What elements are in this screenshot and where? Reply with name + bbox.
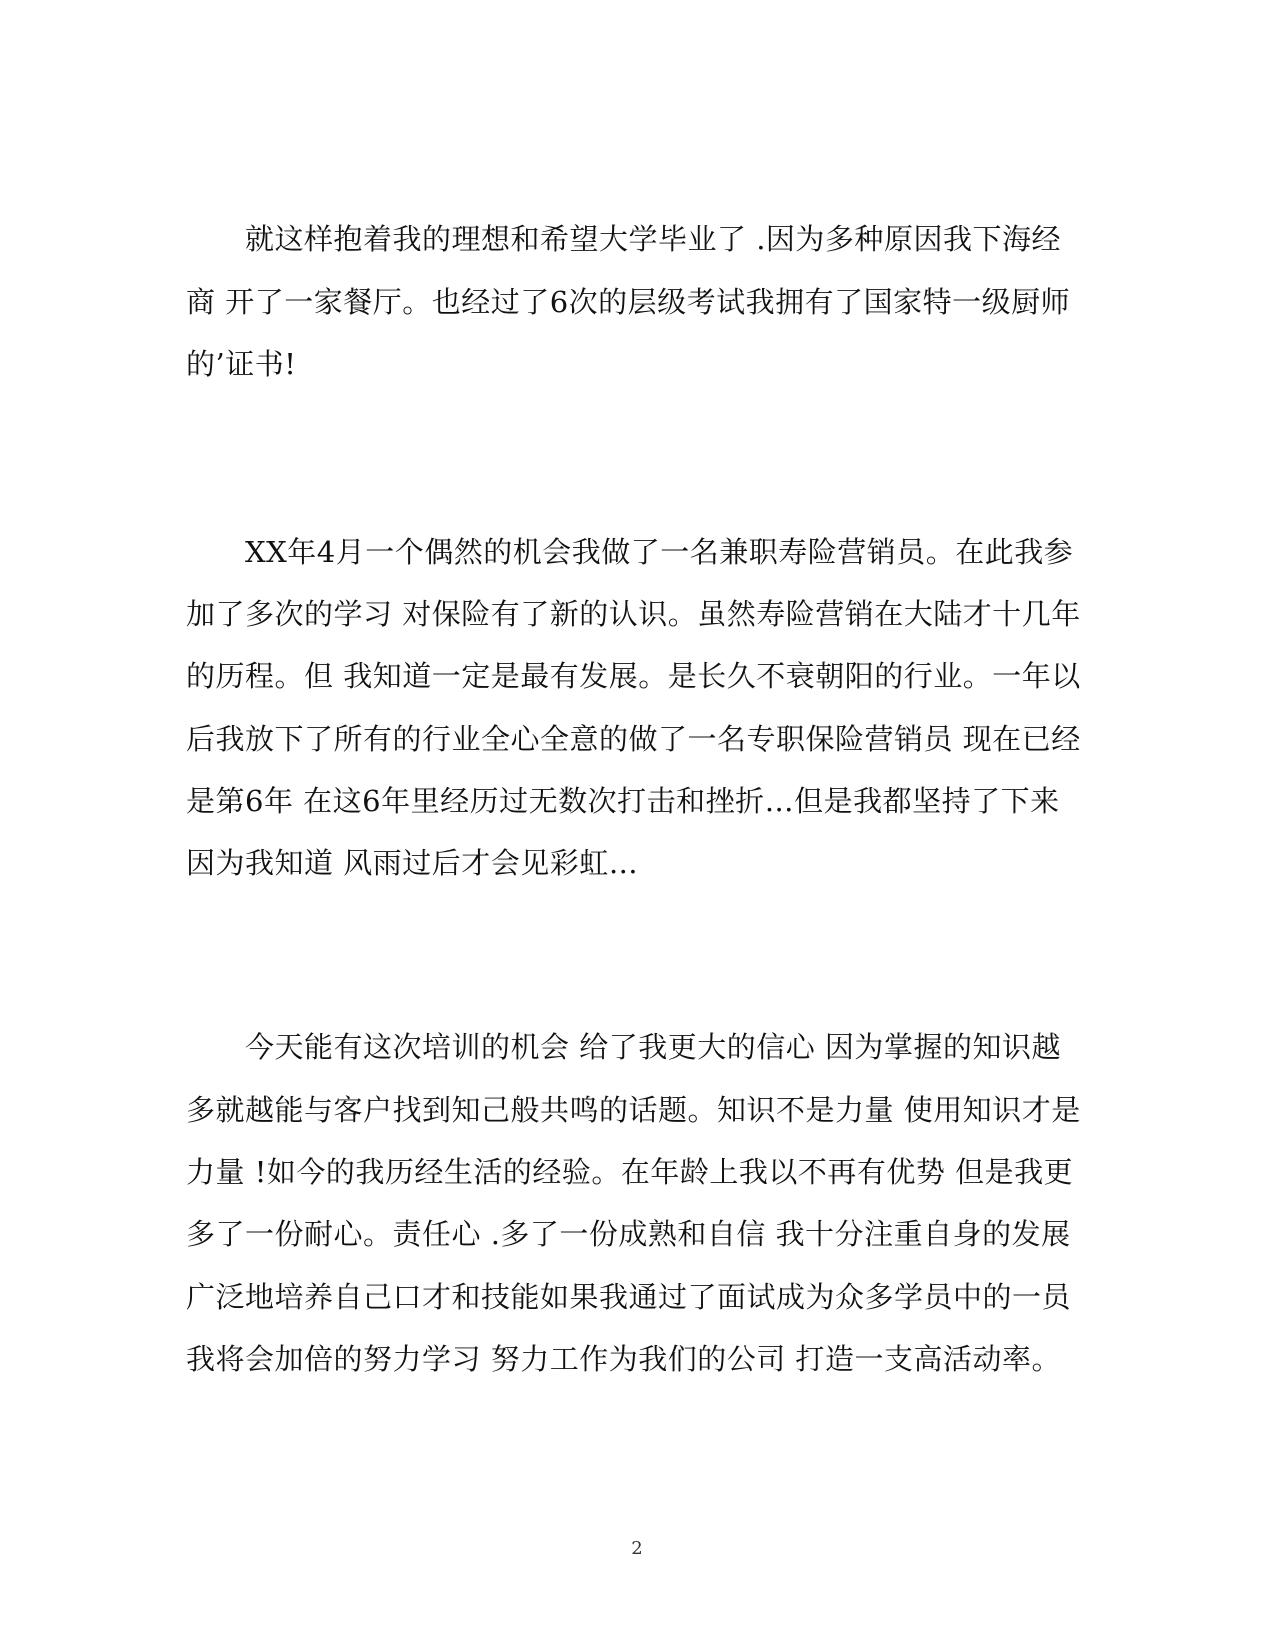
paragraph-line: 力量 !如今的我历经生活的经验。在年龄上我以不再有优势 但是我更 xyxy=(186,1155,1074,1189)
paragraph-line: 我将会加倍的努力学习 努力工作为我们的公司 打造一支高活动率。 xyxy=(186,1342,1061,1376)
paragraph-line: 广泛地培养自己口才和技能如果我通过了面试成为众多学员中的一员 xyxy=(186,1280,1072,1314)
paragraph-line: 就这样抱着我的理想和希望大学毕业了 .因为多种原因我下海经 xyxy=(245,222,1061,256)
paragraph-line: 商 开了一家餐厅。也经过了6次的层级考试我拥有了国家特一级厨师 xyxy=(186,285,1071,319)
paragraph-line: 加了多次的学习 对保险有了新的认识。虽然寿险营销在大陆才十几年 xyxy=(186,597,1081,631)
paragraph-line: 因为我知道 风雨过后才会见彩虹… xyxy=(186,846,639,880)
paragraph-line: 的历程。但 我知道一定是最有发展。是长久不衰朝阳的行业。一年以 xyxy=(186,659,1081,693)
paragraph-line: 后我放下了所有的行业全心全意的做了一名专职保险营销员 现在已经 xyxy=(186,722,1081,756)
paragraph-line: 的’证书! xyxy=(186,347,297,381)
page-number: 2 xyxy=(631,1538,643,1559)
paragraph-line: 今天能有这次培训的机会 给了我更大的信心 因为掌握的知识越 xyxy=(245,1030,1061,1064)
paragraph-line: 是第6年 在这6年里经历过无数次打击和挫折…但是我都坚持了下来 xyxy=(186,784,1060,818)
paragraph-line: 多了一份耐心。责任心 .多了一份成熟和自信 我十分注重自身的发展 xyxy=(186,1217,1071,1251)
paragraph-line: 多就越能与客户找到知己般共鸣的话题。知识不是力量 使用知识才是 xyxy=(186,1093,1081,1127)
paragraph-line: XX年4月一个偶然的机会我做了一名兼职寿险营销员。在此我参 xyxy=(245,535,1074,569)
